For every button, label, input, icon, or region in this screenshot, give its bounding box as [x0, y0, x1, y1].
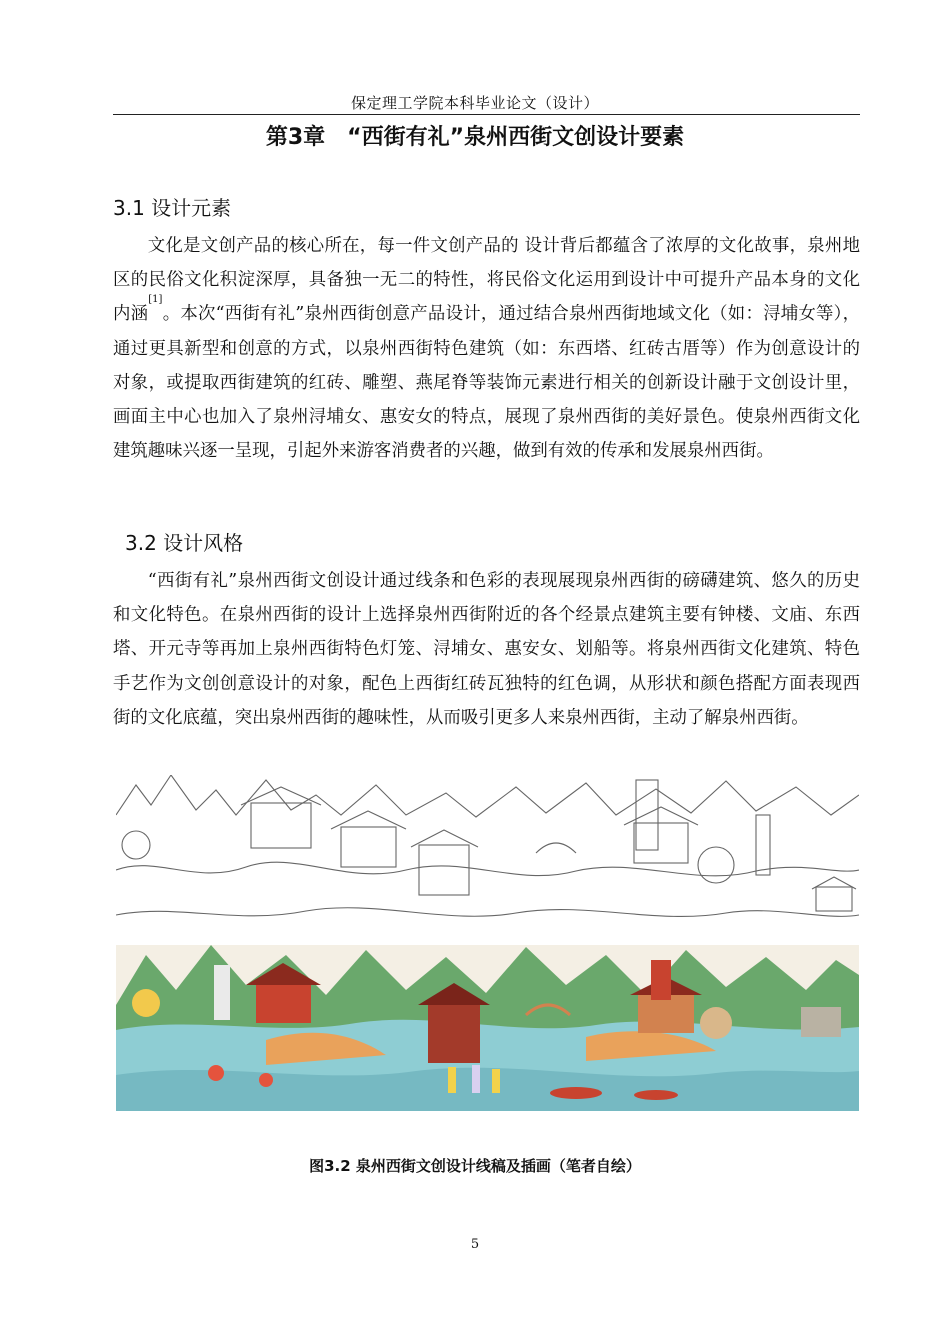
section-heading-3-2: 3.2 设计风格 — [125, 531, 244, 555]
chapter-title: 第3章 “西街有礼”泉州西街文创设计要素 — [265, 125, 685, 150]
paragraph-design-style: “西街有礼”泉州西街文创设计通过线条和色彩的表现展现泉州西街的磅礴建筑、悠久的历史和文化特色。在泉州西街的设计上选择泉州西街附近的各个经景点建筑主要有钟楼、文庙、东西塔、开元寺等再加上泉州西街特色灯笼、浔埔女、惠安女、划船等。将泉州西街文化建筑、特色手艺作为文创创意设计的对象，配色上西街红砖瓦独特的红色调，从形状和颜色搭配方面表现西街的文化底蕴，突出泉州西街的趣味性，从而吸引更多人来泉州西街，主动了解泉州西街。 — [113, 571, 860, 728]
paragraph-part-a: 文化是文创产品的核心所在，每一件文创产品的 设计背后都蕴含了浓厚的文化故事，泉州地区的民俗文化积淀深厚，具备独一无二的特性，将民俗文化运用到设计中可提升产品本身的文化内涵 — [113, 236, 860, 325]
paragraph-part-b: 。本次“西街有礼”泉州西街创意产品设计，通过结合泉州西街地域文化（如：浔埔女等），通过更具新型和创意的方式，以泉州西街特色建筑（如：东西塔、红砖古厝等）作为创意设计的对象，或提取西街建筑的红砖、雕塑、燕尾脊等装饰元素进行相关的创新设计融于文创设计里，画面主中心也加入了泉州浔埔女、惠安女的特点，展现了泉州西街的美好景色。使泉州西街文化建筑趣味兴逐一呈现，引起外来游客消费者的兴趣，做到有效的传承和发展泉州西街。 — [113, 304, 860, 462]
running-header: 保定理工学院本科毕业论文（设计） — [350, 94, 599, 112]
section-heading-3-1: 3.1 设计元素 — [113, 196, 232, 220]
paragraph-design-elements — [113, 229, 860, 468]
citation-ref[interactable]: [1] — [148, 294, 163, 306]
line-art-panel — [116, 775, 859, 916]
figure-illustration — [116, 775, 859, 1111]
color-illustration-panel — [116, 945, 859, 1111]
page-number: 5 — [470, 1237, 480, 1252]
header-rule — [113, 114, 860, 115]
figure-caption: 图3.2 泉州西街文创设计线稿及插画（笔者自绘） — [309, 1157, 641, 1175]
